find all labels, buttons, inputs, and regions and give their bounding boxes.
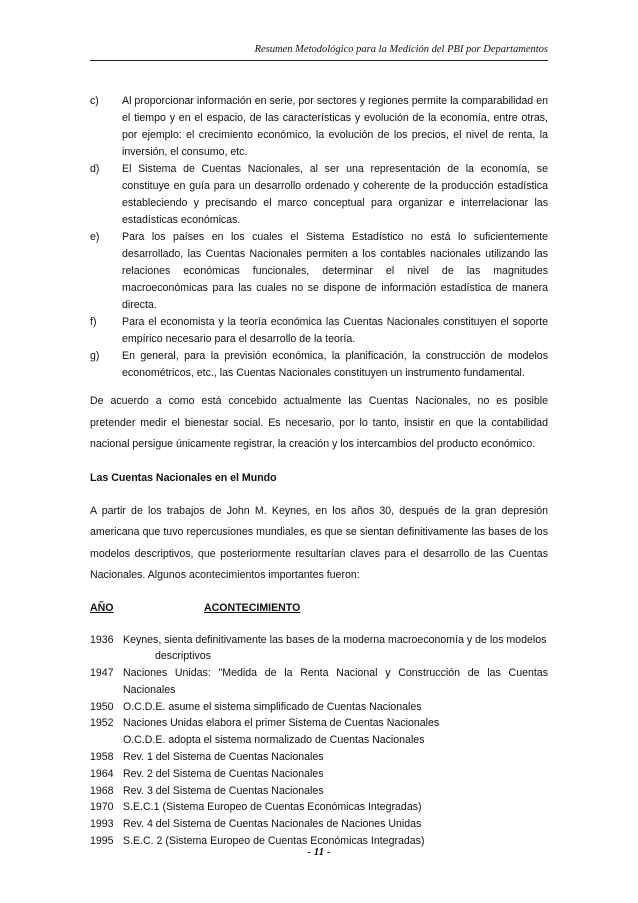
event-row <box>90 816 548 833</box>
event-year: 1995 <box>90 835 114 848</box>
event-year: 1970 <box>90 801 114 814</box>
event-year: 1947 <box>90 667 114 680</box>
list-marker: e) <box>90 231 100 243</box>
event-year: 1993 <box>90 818 114 831</box>
event-text: S.E.C. 2 (Sistema Europeo de Cuentas Económicas Integradas) <box>123 835 425 848</box>
event-row <box>90 665 548 699</box>
list-item-text: En general, para la previsión económica, la planificación, la construcción de modelos econométricos, etc., las Cuentas Nacionales constituyen un instrumento fundamental. <box>122 350 548 379</box>
list-item-text: Para el economista y la teoría económica las Cuentas Nacionales constituyen el soporte empírico necesario para el desarrollo de la teoría. <box>122 316 548 345</box>
list-item <box>90 348 548 382</box>
year-column-header: AÑO <box>90 601 114 614</box>
event-row <box>90 783 548 800</box>
list-marker: c) <box>90 95 99 107</box>
event-text <box>123 632 548 666</box>
event-year: 1968 <box>90 784 114 797</box>
event-row <box>90 632 548 666</box>
event-column-header: ACONTECIMIENTO <box>204 601 301 614</box>
event-text-line: Keynes, sienta definitivamente las bases de la moderna macroeconomía y de los modelos <box>123 633 547 646</box>
paragraph-keynes: A partir de los trabajos de John M. Keynes, en los años 30, después de la gran depresión americana que tuvo repercusiones mundiales, es que se sientan definitivamente las bases de los modelos descriptivos, que posteriormente resultarían claves para el desarrollo de las Cuentas Nacionales. Algunos acontecimientos importantes fueron: <box>90 504 548 581</box>
event-text: O.C.D.E. adopta el sistema normalizado de Cuentas Nacionales <box>123 734 425 747</box>
list-marker: f) <box>90 316 97 328</box>
event-text: S.E.C.1 (Sistema Europeo de Cuentas Económicas Integradas) <box>123 801 422 814</box>
events-table-header <box>90 600 548 617</box>
page-header: Resumen Metodológico para la Medición del PBI por Departamentos <box>90 44 548 61</box>
list-item-text: El Sistema de Cuentas Nacionales, al ser una representación de la economía, se constituye en guía para un desarrollo ordenado y coherente de la producción estadística estableciendo y precisando el marco conceptual para organizar e interrelacionar las estadísticas económicas. <box>122 163 548 226</box>
event-year <box>90 732 123 749</box>
list-item <box>90 161 548 229</box>
list-marker: g) <box>90 350 100 362</box>
event-text: Naciones Unidas: "Medida de la Renta Nacional y Construcción de las Cuentas Nacionales <box>123 667 548 696</box>
event-row <box>90 749 548 766</box>
page-number: - 11 - <box>307 846 331 858</box>
list-item <box>90 93 548 161</box>
event-year: 1964 <box>90 767 114 780</box>
event-year: 1952 <box>90 717 114 730</box>
section-heading: Las Cuentas Nacionales en el Mundo <box>90 471 277 484</box>
event-year: 1958 <box>90 751 114 764</box>
list-item <box>90 229 548 314</box>
events-table <box>90 632 548 850</box>
event-year: 1936 <box>90 633 114 646</box>
event-text: Rev. 1 del Sistema de Cuentas Nacionales <box>123 751 324 764</box>
document-body <box>90 93 548 850</box>
list-item-text: Al proporcionar información en serie, por sectores y regiones permite la comparabilidad en el tiempo y en el espacio, de las características y evolución de la economía, entre otras, por ejemplo: el crecimiento económico, la evolución de los precios, el nivel de renta, la inversión, el consumo, etc. <box>122 95 548 158</box>
event-row <box>90 766 548 783</box>
paragraph-social-welfare: De acuerdo a como está concebido actualmente las Cuentas Nacionales, no es posible pretender medir el bienestar social. Es necesario, por lo tanto, insistir en que la contabilidad nacional persigue únicamente registrar, la creación y los intercambios del producto económico. <box>90 395 548 450</box>
event-row <box>90 715 548 732</box>
list-marker: d) <box>90 163 100 175</box>
list-item <box>90 314 548 348</box>
event-row <box>90 699 548 716</box>
event-row <box>90 732 548 749</box>
event-year: 1950 <box>90 700 114 713</box>
enumerated-list <box>90 93 548 382</box>
event-text-continuation: descriptivos <box>155 650 211 663</box>
event-text: Rev. 3 del Sistema de Cuentas Nacionales <box>123 784 324 797</box>
event-row <box>90 799 548 816</box>
list-item-text: Para los países en los cuales el Sistema Estadístico no está lo suficientemente desarrollado, las Cuentas Nacionales permiten a los contables nacionales utilizando las relaciones económicas funcionales, determinar el nivel de las magnitudes macroeconómicas para las cuales no se dispone de información estadística de manera directa. <box>122 231 548 311</box>
event-text: Rev. 2 del Sistema de Cuentas Nacionales <box>123 767 324 780</box>
event-text: O.C.D.E. asume el sistema simplificado de Cuentas Nacionales <box>123 700 422 713</box>
event-text: Rev. 4 del Sistema de Cuentas Nacionales de Naciones Unidas <box>123 818 422 831</box>
event-text: Naciones Unidas elabora el primer Sistema de Cuentas Nacionales <box>123 717 440 730</box>
